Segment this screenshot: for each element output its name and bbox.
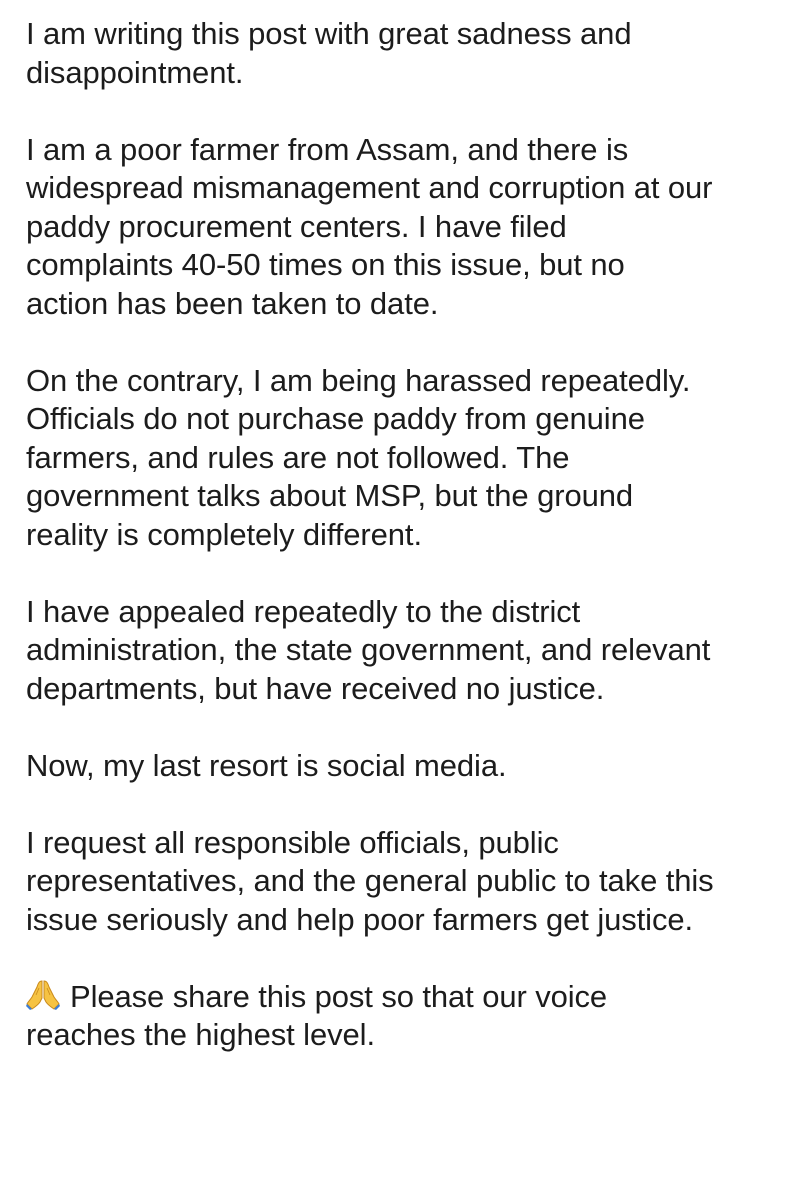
post-paragraph-3: On the contrary, I am being harassed repeatedly. Officials do not purchase paddy from genuine farmers, and rules are not followed. The government talks about MSP, but the ground reality is completely different.: [26, 362, 691, 552]
post-closing-text: Please share this post so that our voice reaches the highest level.: [26, 978, 608, 1052]
post-paragraph-2: I am a poor farmer from Assam, and there is widespread mismanagement and corruption at our paddy procurement centers. I have filed complaints 40-50 times on this issue, but no action has been taken to date.: [26, 131, 713, 321]
folded-hands-icon: [26, 978, 60, 1010]
post-paragraph-1: I am writing this post with great sadness and disappointment.: [26, 16, 632, 90]
post-paragraph-5: Now, my last resort is social media.: [26, 747, 507, 783]
post-paragraph-6: I request all responsible officials, public representatives, and the general public to take this issue seriously and help poor farmers get justice.: [26, 824, 714, 937]
post-paragraph-4: I have appealed repeatedly to the district administration, the state government, and relevant departments, but have received no justice.: [26, 593, 711, 706]
post-closing-paragraph: [26, 978, 786, 1055]
